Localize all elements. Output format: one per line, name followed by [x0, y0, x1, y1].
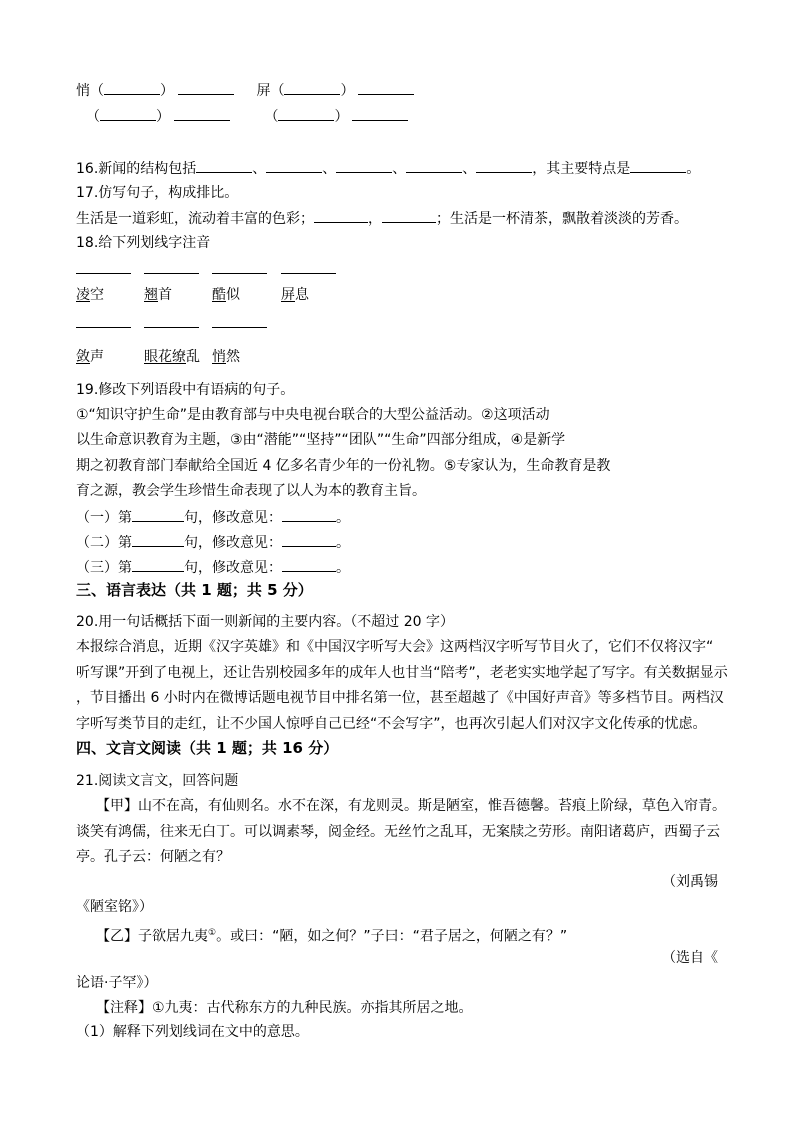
- pinyin-blank[interactable]: [281, 272, 336, 274]
- answer-blank[interactable]: [278, 106, 334, 121]
- q16: 16.新闻的结构包括 、 、 、 、 ，其主要特点是 。: [76, 158, 700, 179]
- q20-passage-line: 本报综合消息，近期《汉字英雄》和《中国汉字听写大会》这两档汉字听写节目火了，它们不仅将汉字“: [76, 639, 714, 655]
- q19-answer-row: （一）第 句，修改意见： 。: [76, 507, 350, 528]
- q20-stem: 20.用一句话概括下面一则新闻的主要内容。（不超过 20 字）: [76, 614, 454, 630]
- q19-passage-line: 育之源，教会学生珍惜生命表现了以人为本的教育主旨。: [76, 483, 426, 499]
- section-heading: 四、文言文阅读（共 1 题；共 16 分）: [76, 739, 339, 757]
- q19-answer-row: （三）第 句，修改意见： 。: [76, 557, 350, 578]
- q18-stem: 18.给下列划线字注音: [76, 235, 211, 251]
- q19-passage-line: 期之初教育部门奉献给全国近 4 亿多名青少年的一份礼物。⑤专家认为，生命教育是教: [76, 458, 611, 474]
- answer-blank[interactable]: [282, 557, 336, 572]
- pinyin-blank[interactable]: [144, 272, 199, 274]
- q21-jia-source: （刘禹锡: [662, 874, 718, 890]
- answer-blank[interactable]: [174, 106, 230, 121]
- answer-blank[interactable]: [336, 158, 392, 173]
- pinyin-blank[interactable]: [212, 272, 267, 274]
- answer-blank[interactable]: [178, 80, 234, 95]
- answer-blank[interactable]: [100, 106, 156, 121]
- q21-stem: 21.阅读文言文，回答问题: [76, 773, 239, 789]
- answer-blank[interactable]: [196, 158, 252, 173]
- answer-blank[interactable]: [282, 507, 336, 522]
- answer-blank[interactable]: [314, 208, 368, 223]
- q15-line2: （ ） （ ）: [86, 106, 408, 127]
- q18-word: 悄然: [212, 349, 240, 365]
- q18-word: 敛声: [76, 349, 104, 365]
- q21-jia-line: 亭。孔子云：何陋之有？: [76, 849, 230, 865]
- pinyin-blank[interactable]: [212, 326, 267, 328]
- answer-blank[interactable]: [266, 158, 322, 173]
- q18-word: 眼花缭乱: [144, 349, 200, 365]
- q21-yi-line: 【乙】子欲居九夷①。或曰：“陋，如之何？”子曰：“君子居之，何陋之有？”: [96, 928, 568, 945]
- answer-blank[interactable]: [382, 208, 436, 223]
- answer-blank[interactable]: [630, 158, 686, 173]
- answer-blank[interactable]: [352, 106, 408, 121]
- q19-answer-row: （二）第 句，修改意见： 。: [76, 532, 350, 553]
- q19-stem: 19.修改下列语段中有语病的句子。: [76, 382, 295, 398]
- answer-blank[interactable]: [282, 532, 336, 547]
- answer-blank[interactable]: [132, 507, 184, 522]
- q17-line: 生活是一道彩虹，流动着丰富的色彩； ， ；生活是一杯清茶，飘散着淡淡的芳香。: [76, 208, 688, 229]
- answer-blank[interactable]: [476, 158, 532, 173]
- q21-jia-line: 【甲】山不在高，有仙则名。水不在深，有龙则灵。斯是陋室，惟吾德馨。苔痕上阶绿，草色入帘青。: [96, 798, 726, 814]
- pinyin-blank[interactable]: [76, 326, 131, 328]
- answer-blank[interactable]: [284, 80, 340, 95]
- q21-jia-source: 《陋室铭》）: [76, 899, 153, 915]
- q15-char-2: 屏: [256, 83, 271, 99]
- pinyin-blank[interactable]: [144, 326, 199, 328]
- q18-word: 酷似: [212, 287, 240, 303]
- q21-yi-source: 论语·子罕》）: [76, 975, 158, 991]
- section-heading: 三、语言表达（共 1 题；共 5 分）: [76, 581, 313, 599]
- q20-passage-line: 听写课”开到了电视上，还让告别校园多年的成年人也甘当“陪考”，老老实实地学起了写字。有关数据显示: [76, 665, 728, 681]
- q18-word: 凌空: [76, 287, 104, 303]
- q20-passage-line: ，节目播出 6 小时内在微博话题电视节目中排名第一位，甚至超越了《中国好声音》等多档节目。两档汉: [76, 690, 724, 706]
- answer-blank[interactable]: [406, 158, 462, 173]
- q21-sub1: （1）解释下列划线词在文中的意思。: [76, 1024, 309, 1040]
- q19-passage-line: ①“知识守护生命”是由教育部与中央电视台联合的大型公益活动。②这项活动: [76, 407, 550, 423]
- q15-char-1: 悄: [76, 83, 90, 99]
- q17-stem: 17.仿写句子，构成排比。: [76, 185, 239, 201]
- answer-blank[interactable]: [132, 557, 184, 572]
- q15-line1: 悄（ ） 屏（ ）: [76, 80, 414, 101]
- q21-yi-source: （选自《: [662, 950, 718, 966]
- answer-blank[interactable]: [358, 80, 414, 95]
- q19-passage-line: 以生命意识教育为主题，③由“潜能”“坚持”“团队”“生命”四部分组成，④是新学: [76, 432, 566, 448]
- q21-jia-line: 谈笑有鸿儒，往来无白丁。可以调素琴，阅金经。无丝竹之乱耳，无案牍之劳形。南阳诸葛庐，西蜀子云: [76, 824, 720, 840]
- pinyin-blank[interactable]: [76, 272, 131, 274]
- q21-note: 【注释】①九夷：古代称东方的九种民族。亦指其所居之地。: [96, 1000, 473, 1016]
- answer-blank[interactable]: [132, 532, 184, 547]
- q20-passage-line: 字听写类节目的走红，让不少国人惊呼自己已经“不会写字”，也再次引起人们对汉字文化传承的忧虑。: [76, 716, 707, 732]
- q18-word: 翘首: [144, 287, 172, 303]
- q18-word: 屏息: [281, 287, 309, 303]
- answer-blank[interactable]: [104, 80, 160, 95]
